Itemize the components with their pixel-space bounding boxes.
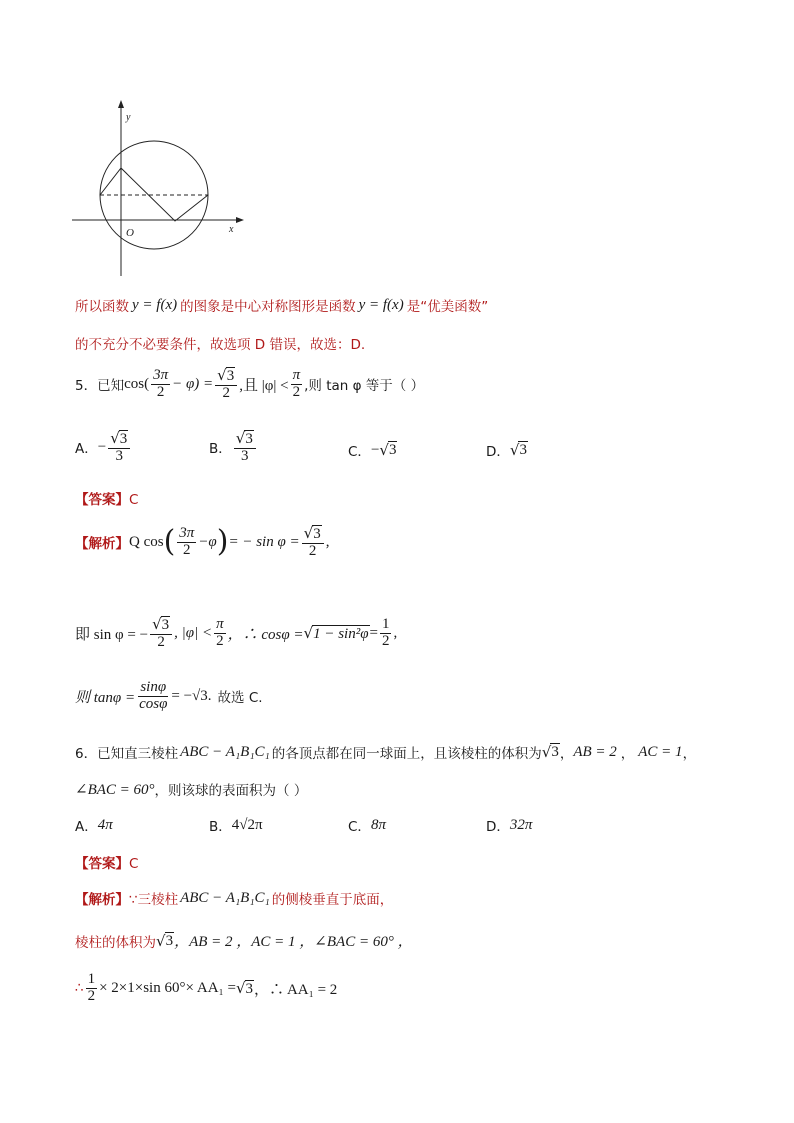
q6-stem-line1: 6．已知直三棱柱 ABC − A₁B₁C₁ 的各顶点都在同一球面上，且该棱柱的体积为 √ 3 ， AB = 2 ， AC = 1 ， xyxy=(75,743,697,762)
explain4-line2: 的不充分不必要条件，故选项 D 错误，故选：D. xyxy=(75,337,366,353)
option-label: D． xyxy=(486,819,510,835)
q6-option-a xyxy=(75,815,113,835)
q6-analysis-line3 xyxy=(75,972,337,1005)
q6-analysis-line1 xyxy=(75,888,393,908)
analysis-tag: 【解析】 xyxy=(75,892,129,908)
step3-b: = −√3. xyxy=(171,687,212,704)
option-text: 8π xyxy=(370,816,386,833)
q5-frac-pi-2 xyxy=(291,368,303,401)
analysis-sqrt2: 3 xyxy=(245,980,254,997)
q5-frac-3pi-2 xyxy=(151,368,170,401)
q5-stem xyxy=(75,367,424,402)
explain4-line1 xyxy=(75,295,488,315)
answer-tag: 【答案】 xyxy=(75,492,129,508)
q6-stem-line2 xyxy=(75,779,307,799)
step1-frac2-num: 3 xyxy=(313,526,321,542)
explain4-text-c: 是“优美函数” xyxy=(406,299,489,315)
step1-frac2-den: 2 xyxy=(308,542,317,559)
option-label: B． xyxy=(209,441,232,458)
analysis-tag: 【解析】 xyxy=(75,536,129,553)
q6-sqrt: 3 xyxy=(551,744,559,761)
analysis-a3-c: ，∴ AA₁ = 2 xyxy=(254,981,338,998)
sqrt-icon: √ xyxy=(509,441,520,459)
q5-option-b xyxy=(209,430,258,465)
option-text: 32π xyxy=(509,816,533,833)
q6-text-a: 6．已知直三棱柱 xyxy=(75,746,179,762)
option-den: 3 xyxy=(115,447,123,464)
step2-frac3-num: 1 xyxy=(381,616,390,632)
step3-c: 故选 C. xyxy=(217,690,263,707)
coordinate-figure xyxy=(66,98,256,280)
q6-ab: AB = 2 xyxy=(573,743,617,760)
explain4-func-a: y = f(x) xyxy=(132,296,178,313)
q5-analysis-step3 xyxy=(75,680,263,713)
q5-number: 5．已知 xyxy=(75,378,125,395)
q6-option-b xyxy=(209,815,263,835)
q5-answer xyxy=(75,488,138,508)
sqrt-icon: √ xyxy=(156,931,166,950)
option-rad: 3 xyxy=(388,442,397,459)
step3-frac-den: cosφ xyxy=(139,695,168,712)
option-rad: 3 xyxy=(519,442,527,459)
option-label: C． xyxy=(348,819,371,835)
option-label: C． xyxy=(348,444,371,460)
sqrt-icon: √ xyxy=(379,441,389,459)
q5-frac3-num: π xyxy=(292,367,301,383)
q6-prism: ABC − A₁B₁C₁ xyxy=(180,743,270,760)
step2-frac-den: 2 xyxy=(157,633,165,650)
analysis-a1-b: 的侧棱垂直于底面， xyxy=(271,892,394,908)
q6-option-c xyxy=(348,815,386,835)
analysis-sqrt: 3 xyxy=(165,932,174,949)
x-axis-arrow-icon xyxy=(236,217,244,223)
q5-minus-phi: − φ) = xyxy=(172,375,214,392)
answer-value: C xyxy=(129,492,139,508)
option-text: 4π xyxy=(97,816,113,833)
answer-value: C xyxy=(129,856,139,872)
sqrt-icon: √ xyxy=(303,624,314,643)
q5-frac3-den: 2 xyxy=(292,383,301,400)
sqrt-icon: √ xyxy=(235,429,246,447)
q6-ask: ，则该球的表面积为（ ） xyxy=(154,783,308,799)
q6-angle: ∠BAC = 60° xyxy=(75,781,155,798)
analysis-frac-num: 1 xyxy=(87,971,96,987)
step2-sqrt: 1 − sin²φ xyxy=(313,625,369,642)
q6-option-d xyxy=(486,815,532,835)
q6-comma: ， xyxy=(620,746,635,762)
step3-a: 则 tanφ = xyxy=(75,689,136,706)
step2-frac2-num: π xyxy=(216,616,224,632)
q5-cos: cos( xyxy=(124,375,150,392)
q6-ac: AC = 1 xyxy=(638,743,683,760)
step2-d: = xyxy=(369,624,378,641)
analysis-a2-a: 棱柱的体积为 xyxy=(75,934,156,951)
option-label: D． xyxy=(486,444,510,460)
step3-frac-num: sinφ xyxy=(140,679,167,695)
explain4-text-a: 所以函数 xyxy=(75,299,129,315)
sqrt-icon: √ xyxy=(152,615,162,633)
sqrt-icon: √ xyxy=(110,429,120,447)
step2-frac3-den: 2 xyxy=(381,632,390,649)
option-sign: − xyxy=(370,441,380,458)
option-sign: − xyxy=(97,438,107,455)
q5-option-c xyxy=(348,440,397,460)
q5-option-d xyxy=(486,440,528,460)
step1-phi: −φ xyxy=(198,533,217,550)
origin-label: O xyxy=(126,227,134,239)
q6-answer xyxy=(75,852,138,872)
q5-frac1-num: 3π xyxy=(153,367,169,383)
step2-a: 即 sin φ = − xyxy=(75,626,149,643)
sqrt-icon: √ xyxy=(541,743,552,761)
step1-a: Q cos xyxy=(129,533,164,550)
sqrt-icon: √ xyxy=(217,366,227,384)
q5-frac2-num: 3 xyxy=(226,368,235,384)
analysis-frac-den: 2 xyxy=(87,987,96,1004)
analysis-prism: ABC − A₁B₁C₁ xyxy=(180,889,270,906)
sqrt-icon: √ xyxy=(235,979,246,998)
q5-frac1-den: 2 xyxy=(156,383,165,400)
q5-condition: ,且 |φ| < xyxy=(239,377,289,394)
step2-frac-num: 3 xyxy=(161,617,170,633)
step1-frac-num: 3π xyxy=(179,525,195,541)
step2-c: ，∴ cosφ = xyxy=(227,626,304,643)
q5-option-a xyxy=(75,430,132,465)
q5-frac2-den: 2 xyxy=(222,384,230,401)
option-num: 3 xyxy=(245,431,253,447)
q5-ask: ,则 tan φ 等于（ ） xyxy=(304,378,425,395)
option-text: 4√2π xyxy=(231,816,263,833)
left-paren-icon: ( xyxy=(163,524,176,560)
q6-analysis-line2 xyxy=(75,930,413,951)
q6-text-c: ， xyxy=(559,746,574,762)
step1-b: = − sin φ = xyxy=(228,533,300,550)
q5-analysis-step2: 即 sin φ = − $\frac{√3}{2}$ , |φ| < $\frac{\pi}{2}$ ，∴ cosφ = √ 1 − sin²φ = $\frac{1}{2}$ , xyxy=(75,615,398,650)
step2-frac2-den: 2 xyxy=(216,632,224,649)
analysis-a1-a: ∵三棱柱 xyxy=(129,892,179,908)
option-label: B． xyxy=(209,819,232,835)
option-den: 3 xyxy=(241,447,249,464)
step1-frac-den: 2 xyxy=(183,541,191,558)
right-paren-icon: ) xyxy=(216,524,229,560)
answer-tag: 【答案】 xyxy=(75,856,129,872)
option-num: 3 xyxy=(119,431,128,447)
option-label: A． xyxy=(75,441,98,458)
y-axis-label: y xyxy=(126,112,131,123)
step2-b: , |φ| < xyxy=(174,624,213,641)
q6-text-b: 的各顶点都在同一球面上，且该棱柱的体积为 xyxy=(271,746,542,762)
analysis-a3-b: × 2×1×sin 60°× AA₁ = xyxy=(99,979,236,996)
q5-analysis-step1: 【解析】 Q cos ( $\frac{3\pi}{2}$ −φ ) = − sin φ = $\frac{√3}{2}$ , xyxy=(75,524,330,560)
explain4-func-b: y = f(x) xyxy=(358,296,404,313)
analysis-a2-b: ，AB = 2 ，AC = 1 ，∠BAC = 60° ， xyxy=(174,934,413,950)
option-label: A． xyxy=(75,819,98,835)
y-axis-arrow-icon xyxy=(118,100,124,108)
sqrt-icon: √ xyxy=(303,524,314,542)
q5-frac-sqrt3-2 xyxy=(215,367,237,402)
analysis-a3-a: ∴ xyxy=(75,980,84,997)
explain4-text-b: 的图象是中心对称图形是函数 xyxy=(180,299,356,315)
x-axis-label: x xyxy=(229,224,234,235)
